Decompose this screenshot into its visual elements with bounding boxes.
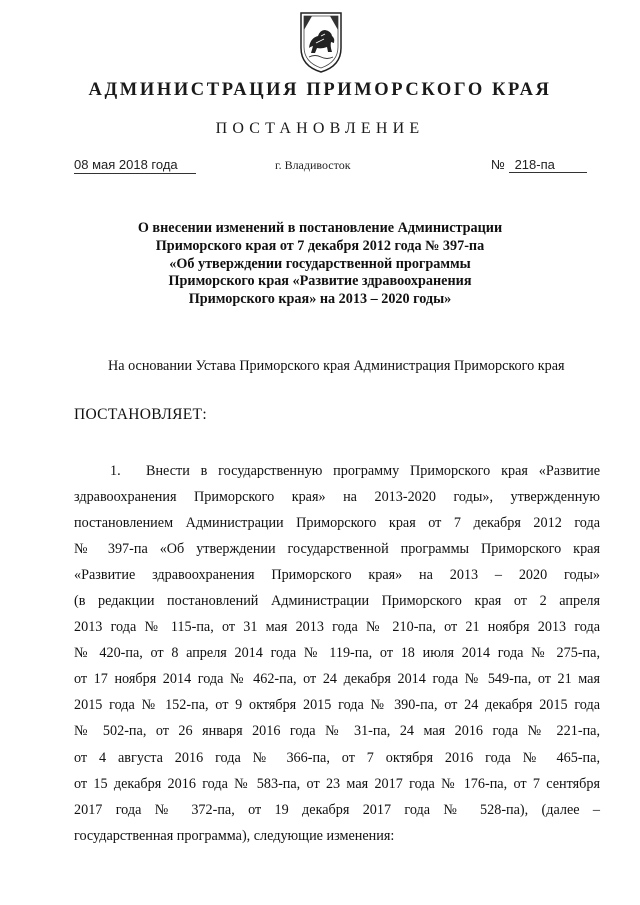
- title-line: Приморского края» на 2013 – 2020 годы»: [188, 291, 452, 308]
- title-line: «Об утверждении государственной программы: [169, 255, 471, 272]
- coat-of-arms-icon: [298, 8, 344, 74]
- clause-line: от 15 декабря 2016 года № 583-па, от 23 мая 2017 года № 176-па, от 7 сентября: [74, 775, 600, 792]
- title-line: О внесении изменений в постановление Администрации: [137, 220, 503, 236]
- clause-line: № 397-па «Об утверждении государственной программы Приморского края: [74, 541, 600, 558]
- clause-text: Внести в государственную программу Приморского края «Развитие: [146, 463, 600, 479]
- title-line: Приморского края «Развитие здравоохранения: [168, 273, 472, 290]
- document-type: ПОСТАНОВЛЕНИЕ: [215, 120, 425, 137]
- clause-line: государственная программа), следующие изменения:: [74, 827, 395, 844]
- decree-heading: ПОСТАНОВЛЯЕТ:: [74, 406, 207, 423]
- number-value: 218-па: [509, 157, 587, 173]
- clause-line: от 4 августа 2016 года № 366-па, от 7 октября 2016 года № 465-па,: [74, 749, 600, 766]
- clause-1: [74, 461, 600, 852]
- clause-line: постановлением Администрации Приморского края от 7 декабря 2012 года: [74, 515, 600, 532]
- clause-line: 2015 года № 152-па, от 9 октября 2015 года № 390-па, от 24 декабря 2015 года: [74, 697, 600, 714]
- document-title: [100, 220, 540, 309]
- clause-line: 2013 года № 115-па, от 31 мая 2013 года № 210-па, от 21 ноября 2013 года: [74, 619, 600, 636]
- clause-line: 2017 года № 372-па, от 19 декабря 2017 года № 528-па), (далее –: [74, 801, 600, 818]
- clause-line: № 502-па, от 26 января 2016 года № 31-па, 24 мая 2016 года № 221-па,: [74, 723, 600, 740]
- clause-number: 1.: [110, 463, 121, 479]
- document-city: г. Владивосток: [275, 158, 351, 172]
- title-line: Приморского края от 7 декабря 2012 года № 397-па: [155, 237, 485, 254]
- clause-line: № 420-па, от 8 апреля 2014 года № 119-па, от 18 июля 2014 года № 275-па,: [74, 645, 600, 662]
- clause-line: здравоохранения Приморского края» на 2013-2020 годы», утвержденную: [74, 489, 600, 506]
- clause-line: от 17 ноября 2014 года № 462-па, от 24 декабря 2014 года № 549-па, от 21 мая: [74, 671, 600, 688]
- number-label: №: [491, 157, 505, 172]
- organization-name: АДМИНИСТРАЦИЯ ПРИМОРСКОГО КРАЯ: [88, 80, 552, 100]
- document-date: 08 мая 2018 года: [74, 157, 196, 174]
- clause-line: (в редакции постановлений Администрации Приморского края от 2 апреля: [74, 593, 600, 610]
- clause-line: «Развитие здравоохранения Приморского края» на 2013 – 2020 годы»: [74, 567, 600, 584]
- basis-paragraph: На основании Устава Приморского края Администрация Приморского края: [108, 358, 565, 374]
- document-number: [491, 157, 587, 173]
- clause-first-line: [74, 461, 600, 487]
